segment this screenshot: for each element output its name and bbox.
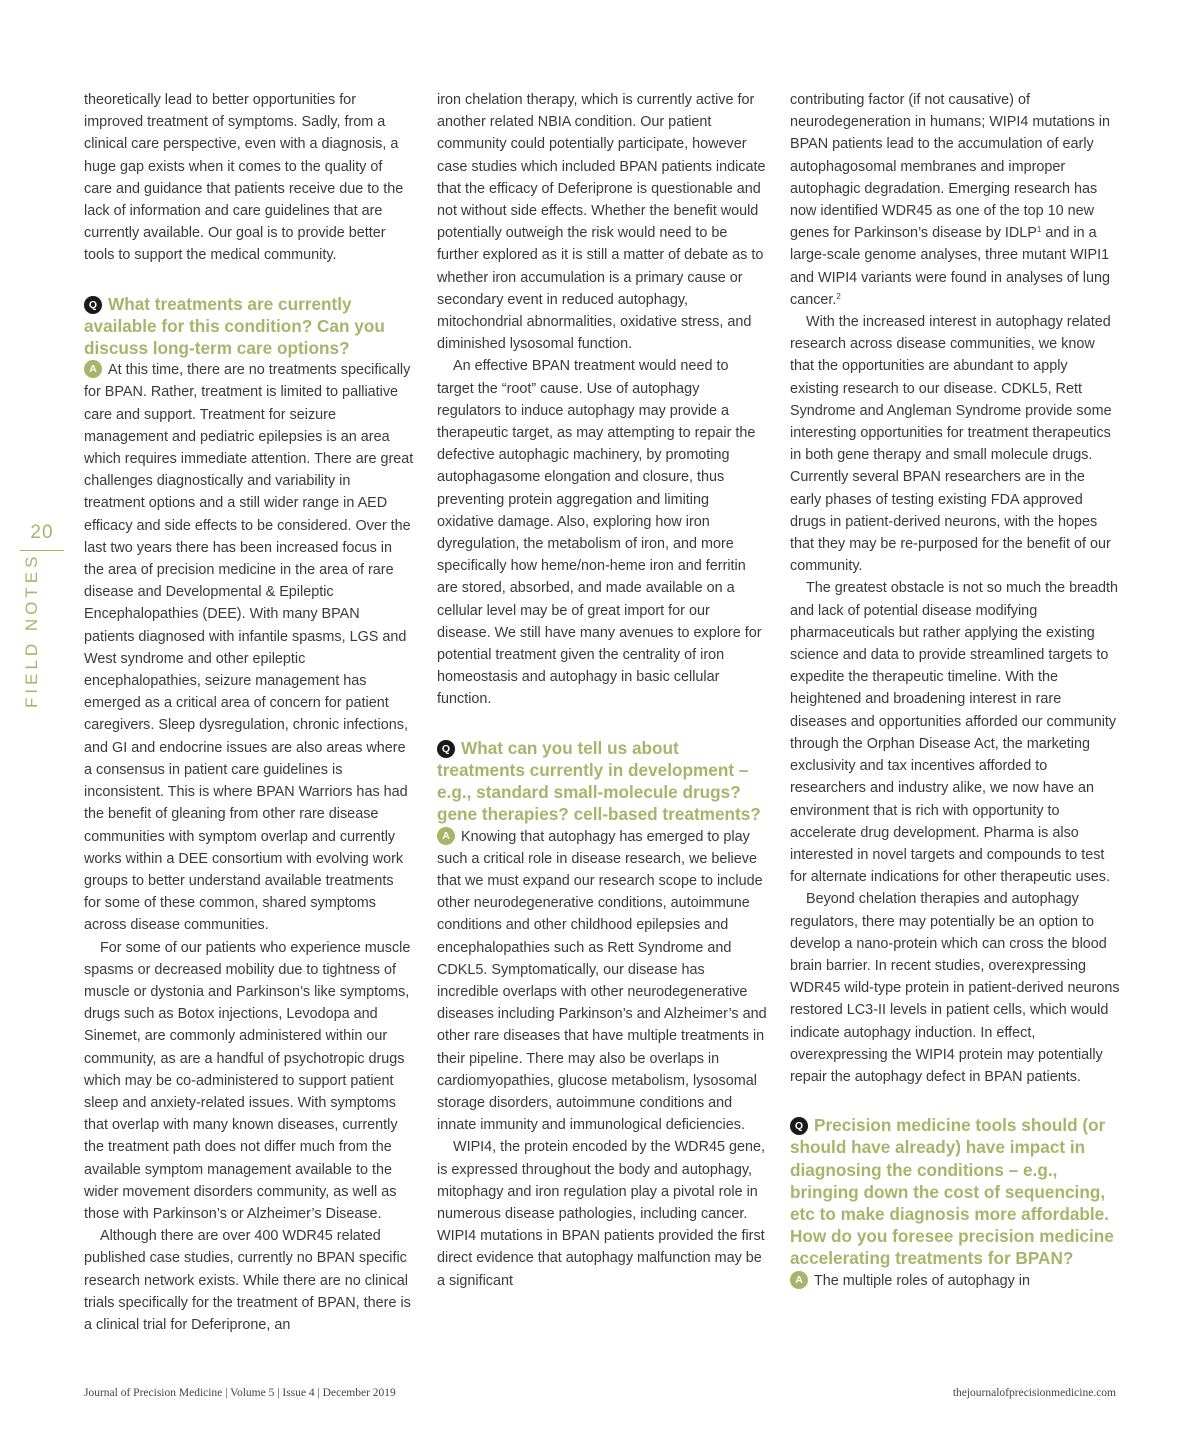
answer-text: The multiple roles of autophagy in bbox=[814, 1272, 1030, 1289]
page-number: 20 bbox=[20, 522, 64, 551]
question-text: What can you tell us about treatments currently in development – e.g., standard small-molecule drugs? gene therapies? cell-based treatments? bbox=[437, 737, 761, 825]
paragraph: An effective BPAN treatment would need to target the “root” cause. Use of autophagy regulators to induce autophagy may provide a therapeutic target, as may attempting to repair the defective autophagic machinery, by promoting autophagasome elongation and closure, thus preventing protein aggregation and limiting oxidative damage. Also, exploring how iron dyregulation, the metabolism of iron, and more specifically how heme/non-heme iron and ferritin are stored, absorbed, and made available on a cellular level may be of great import for our disease. We still have many avenues to explore for potential treatment given the centrality of iron homeostasis and autophagy in basic cellular function. bbox=[437, 358, 762, 708]
paragraph: Although there are over 400 WDR45 related published case studies, currently no BPAN specific research network exists. While there are no clinical trials specifically for the treatment of BPAN, there is a clinical trial for Deferiprone, an bbox=[84, 1228, 411, 1333]
footnote-ref: 2 bbox=[836, 291, 841, 301]
question-heading bbox=[790, 1114, 1120, 1269]
page-sidebar bbox=[20, 522, 64, 551]
answer-paragraph bbox=[437, 826, 767, 1137]
question-text: What treatments are currently available for this condition? Can you discuss long-term care options? bbox=[84, 293, 385, 359]
answer-paragraph bbox=[84, 359, 414, 936]
paragraph-text: contributing factor (if not causative) of neurodegeneration in humans; WIPI4 mutations in BPAN patients lead to the accumulation of early autophagosomal membranes and improper autophagic degradation. Emerging research has now identified WDR45 as one of the top 10 new genes for Parkinson’s disease by IDLP bbox=[790, 92, 1110, 242]
paragraph-text: and in a large-scale genome analyses, three mutant WIPI1 and WIPI4 variants were found in analyses of lung cancer. bbox=[790, 225, 1110, 308]
paragraph: With the increased interest in autophagy related research across disease communities, we know that the opportunities are abundant to apply existing research to our disease. CDKL5, Rett Syndrome and Angleman Syndrome provide some interesting opportunities for treatment therapeutics in both gene therapy and small molecule drugs. Currently several BPAN researchers are in the early phases of testing existing FDA approved drugs in patient-derived neurons, with the hopes that they may be re-purposed for the benefit of our community. bbox=[790, 314, 1112, 575]
answer-text: Knowing that autophagy has emerged to play such a critical role in disease research, we believe that we must expand our research scope to include other neurodegenerative conditions, autoimmune conditions and other childhood epilepsies and encephalopathies such as Rett Syndrome and CDKL5. Symptomatically, our disease has incredible overlaps with other neurodegenerative diseases including Parkinson’s and Alzheimer’s and other rare diseases that have multiple treatments in their pipeline. There may also be overlaps in cardiomyopathies, glucose metabolism, lysosomal storage disorders, autoimmune conditions and innate immunity and immunological deficiencies. bbox=[437, 828, 767, 1134]
paragraph: WIPI4, the protein encoded by the WDR45 gene, is expressed throughout the body and autophagy, mitophagy and iron regulation play a pivotal role in numerous disease pathologies, including cancer. WIPI4 mutations in BPAN patients provided the first direct evidence that autophagy malfunction may be a significant bbox=[437, 1139, 765, 1289]
article-column-1 bbox=[84, 89, 414, 1336]
answer-paragraph bbox=[790, 1270, 1120, 1292]
question-badge-icon: Q bbox=[790, 1117, 808, 1135]
section-label: FIELD NOTES bbox=[22, 552, 41, 708]
article-column-2 bbox=[437, 89, 767, 1292]
question-badge-icon: Q bbox=[437, 740, 455, 758]
journal-website-link[interactable]: thejournalofprecisionmedicine.com bbox=[952, 1387, 1116, 1399]
answer-badge-icon: A bbox=[84, 360, 102, 378]
question-heading bbox=[437, 737, 767, 826]
question-heading bbox=[84, 293, 414, 360]
answer-badge-icon: A bbox=[437, 827, 455, 845]
paragraph bbox=[790, 89, 1120, 311]
journal-citation: Journal of Precision Medicine | Volume 5 | Issue 4 | December 2019 bbox=[84, 1387, 396, 1399]
paragraph: The greatest obstacle is not so much the breadth and lack of potential disease modifying pharmaceuticals but rather applying the existing science and data to provide streamlined targets to expedite the therapeutic timeline. With the heightened and broadening interest in rare diseases and opportunities afforded our community through the Orphan Disease Act, the marketing exclusivity and tax incentives afforded to researchers and industry alike, we now have an environment that is rich with opportunity to accelerate drug development. Pharma is also interested in novel targets and compounds to test for alternate indications for other therapeutic uses. bbox=[790, 580, 1118, 886]
question-badge-icon: Q bbox=[84, 296, 102, 314]
paragraph: For some of our patients who experience muscle spasms or decreased mobility due to tightness of muscle or dystonia and Parkinson’s like symptoms, drugs such as Botox injections, Levodopa and Sinemet, are commonly administered within our community, as are a handful of psychotropic drugs which may be co-administered to support patient sleep and anxiety-related issues. With symptoms that overlap with many known diseases, currently the treatment path does not differ much from the available symptom management available to the wider movement disorders community, as well as those with Parkinson’s or Alzheimer’s Disease. bbox=[84, 939, 411, 1222]
answer-text: At this time, there are no treatments specifically for BPAN. Rather, treatment is limited to palliative care and support. Treatment for seizure management and pediatric epilepsies is an area which requires immediate attention. There are great challenges diagnostically and variability in treatment options and a still wider range in AED efficacy and side effects to be considered. Over the last two years there has been increased focus in the area of precision medicine in the area of rare disease and Developmental & Epileptic Encephalopathies (DEE). With many BPAN patients diagnosed with infantile spasms, LGS and West syndrome and other epileptic encephalopathies, seizure management has emerged as a critical area of concern for patient caregivers. Sleep dysregulation, chronic infections, and GI and endocrine issues are also areas where a consensus in patient care guidelines is inconsistent. This is where BPAN Warriors has had the benefit of gleaning from other rare disease communities with symptom overlap and currently works within a DEE consortium with evolving work groups to better understand available treatments for some of these common, shared symptoms across disease communities. bbox=[84, 362, 414, 934]
answer-badge-icon: A bbox=[790, 1271, 808, 1289]
footnote-ref: 1 bbox=[1036, 225, 1042, 235]
paragraph: Beyond chelation therapies and autophagy regulators, there may potentially be an option to develop a nano-protein which can cross the blood brain barrier. In recent studies, overexpressing WDR45 wild-type protein in patient-derived neurons restored LC3-II levels in patient cells, which would indicate autophagy induction. In effect, overexpressing the WIPI4 protein may potentially repair the autophagy defect in BPAN patients. bbox=[790, 891, 1120, 1085]
paragraph: iron chelation therapy, which is currently active for another related NBIA condition. Our patient community could potentially participate, however case studies which included BPAN patients indicate that the efficacy of Deferiprone is questionable and not without side effects. Whether the benefit would potentially outweigh the risk would need to be further explored as it is still a matter of debate as to whether iron accumulation is a primary cause or secondary event in reduced autophagy, mitochondrial abnormalities, oxidative stress, and diminished lysosomal function. bbox=[437, 92, 766, 353]
article-column-3 bbox=[790, 89, 1120, 1292]
question-text: Precision medicine tools should (or should have already) have impact in diagnosing the conditions – e.g., bringing down the cost of sequencing, etc to make diagnosis more affordable. How do you foresee precision medicine accelerating treatments for BPAN? bbox=[790, 1115, 1114, 1269]
paragraph: theoretically lead to better opportunities for improved treatment of symptoms. Sadly, from a clinical care perspective, even with a diagnosis, a huge gap exists when it comes to the quality of care and guidance that patients receive due to the lack of information and care guidelines that are currently available. Our goal is to provide better tools to support the medical community. bbox=[84, 92, 404, 264]
